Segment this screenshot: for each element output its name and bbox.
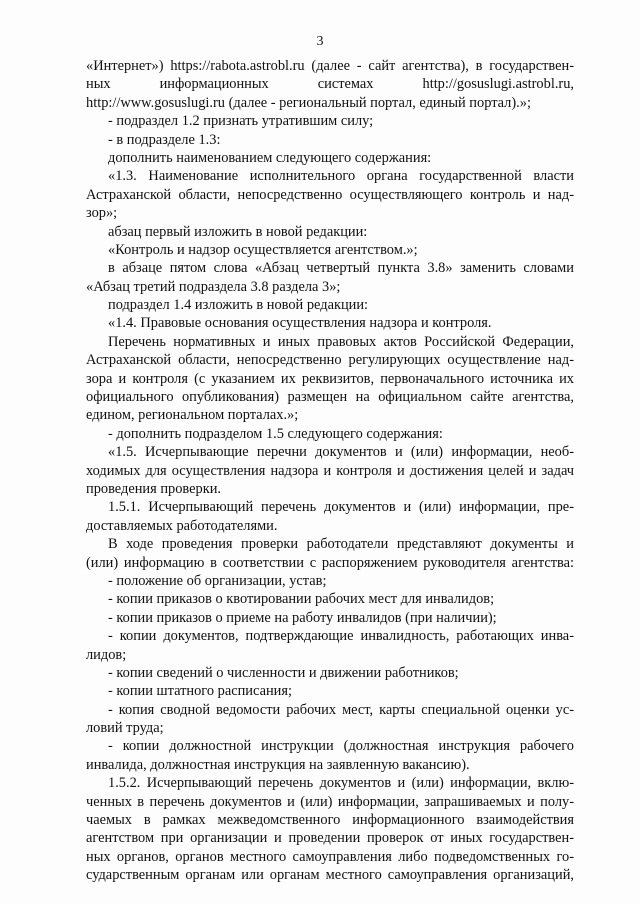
text-line: «1.4. Правовые основания осуществления надзора и контроля. — [108, 315, 492, 332]
text-line: (или) информацию в соответствии с распоряжением руководителя агентства: — [86, 554, 574, 571]
text-line: «1.3. Наименование исполнительного органа государственной власти — [108, 168, 574, 185]
page-number: 3 — [316, 34, 324, 49]
text-line: - копии сведений о численности и движении работников; — [108, 664, 459, 681]
text-line: - копии штатного расписания; — [108, 683, 292, 700]
text-line: доставляемых работодателями. — [86, 517, 278, 534]
text-line: абзац первый изложить в новой редакции: — [108, 223, 368, 240]
text-line: - положение об организации, устав; — [108, 572, 327, 589]
text-line: - копии документов, подтверждающие инвалидность, работающих инва- — [108, 628, 574, 645]
text-line: «Интернет») https://rabota.astrobl.ru (далее - сайт агентства), в государствен- — [86, 58, 574, 74]
text-line: - копии должностной инструкции (должностная инструкция рабочего — [108, 738, 574, 755]
text-line: В ходе проведения проверки работодатели представляют документы и — [108, 536, 574, 553]
text-line: - копии приказов о квотировании рабочих мест для инвалидов; — [108, 591, 495, 608]
text-line: чаемых в рамках межведомственного информационного взаимодействия — [86, 812, 574, 829]
text-line: инвалида, должностная инструкция на заявленную вакансию). — [86, 756, 470, 773]
text-line: ченных в перечень документов и (или) информации, запрашиваемых и полу- — [86, 793, 574, 810]
text-line: «1.5. Исчерпывающие перечни документов и (или) информации, необ- — [108, 444, 574, 461]
text-line: http://www.gosuslugi.ru (далее - региональный портал, единый портал).»; — [86, 94, 531, 111]
text-line: Перечень нормативных и иных правовых актов Российской Федерации, — [108, 333, 574, 350]
text-line: - дополнить подразделом 1.5 следующего содержания: — [108, 425, 443, 442]
document-body — [86, 57, 574, 885]
text-line: проведения проверки. — [86, 480, 222, 497]
text-line: зор»; — [86, 205, 118, 222]
text-line: зора и контроля (с указанием их реквизитов, первоначального источника их — [86, 370, 574, 387]
text-line: едином, региональном порталах.»; — [86, 407, 299, 424]
text-line: дополнить наименованием следующего содержания: — [108, 149, 432, 166]
text-line: «Абзац третий подраздела 3.8 раздела 3»; — [86, 278, 341, 295]
text-line: 1.5.2. Исчерпывающий перечень документов и (или) информации, вклю- — [108, 775, 574, 792]
text-line: ловий труда; — [86, 720, 164, 737]
text-line: ных информационных системах http://gosuslugi.astrobl.ru, — [86, 76, 574, 93]
text-line: ходимых для осуществления надзора и контроля и достижения целей и задач — [86, 462, 574, 479]
text-line: агентством при организации и проведении проверок от иных государствен- — [86, 830, 574, 847]
text-line: лидов; — [86, 646, 127, 663]
text-line: в абзаце пятом слова «Абзац четвертый пункта 3.8» заменить словами — [108, 260, 574, 277]
text-line: Астраханской области, непосредственно регулирующих осуществление над- — [86, 352, 574, 369]
text-line: «Контроль и надзор осуществляется агентством.»; — [108, 241, 418, 258]
text-line: - подраздел 1.2 признать утратившим силу; — [108, 113, 374, 130]
text-line: - копии приказов о приеме на работу инвалидов (при наличии); — [108, 609, 497, 626]
text-line: - копия сводной ведомости рабочих мест, карты специальной оценки ус- — [108, 701, 574, 718]
text-line: официального опубликования) размещен на официальном сайте агентства, — [86, 389, 574, 406]
text-line: 1.5.1. Исчерпывающий перечень документов и (или) информации, пре- — [108, 499, 574, 516]
text-line: - в подразделе 1.3: — [108, 131, 221, 148]
text-line: подраздел 1.4 изложить в новой редакции: — [108, 297, 369, 314]
text-line: ных органов, органов местного самоуправления либо подведомственных го- — [86, 848, 574, 865]
text-line: сударственным органам или органам местного самоуправления организаций, — [86, 867, 574, 884]
text-line: Астраханской области, непосредственно осуществляющего контроль и над- — [86, 186, 574, 203]
